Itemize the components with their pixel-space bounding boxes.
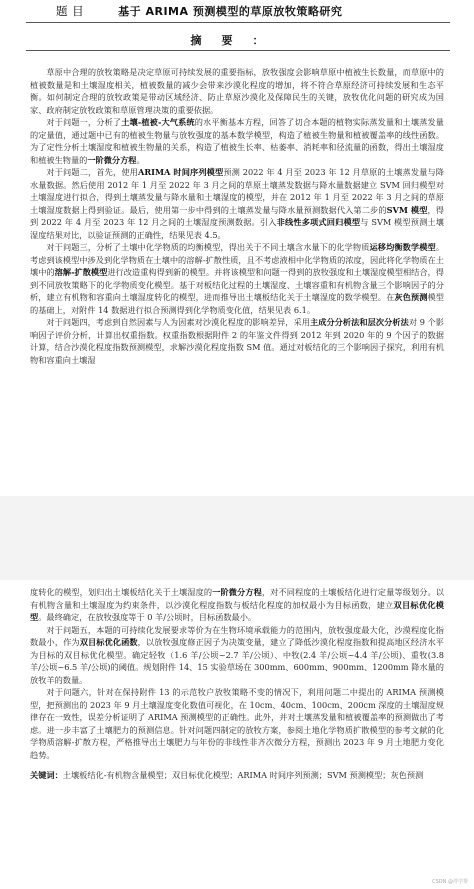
paragraph-q5: 对于问题五，本题的可持续化发展要求等价为在生物环境承载能力的范围内，放牧强度最大化，沙漠程度化指数最小，作为双目标优化函数，以放牧强度修正因子为决策变量，建立了降低沙漠化程度指数和提高地区经济水平为目标的双目标优化模型。确定轻牧（1.6 羊/公顷~2.7 羊/公顷）、中牧(2.4 羊/公顷~4.4 羊/公顷)、重牧(3.8 羊/公顷~6.5 羊/公顷)的阈值。规划附件 14、15 实验草场在 300mm、600mm、900mm、1200mm 降水量的放牧羊的数量。 [30,624,444,685]
keywords-label: 关键词： [30,770,63,780]
page-gap [0,496,474,580]
page-2 [0,580,474,889]
abstract-body-page1 [30,66,444,366]
paragraph-q3: 对于问题三，分析了土壤中化学物质的均衡模型，得出关于不同土壤含水量下的化学物质运移均衡数学模型。考虑到该模型中涉及到化学物质在土壤中的溶解-扩散性质，且不考虑液相中化学物质的浓度，因此将化学物质在土壤中的溶解-扩散模型进行改造重构得到新的模型。并将该模型和问题一得到的放牧强度和土壤湿度模型相结合，得到不同放牧策略下的化学物质变化模型。基于对板结化过程的土壤湿度、土壤容重和有机物含量三个影响因子的分析，建立有机物和容重向土壤湿度转化的模型，进而推导出土壤板结化关于土壤湿度的数学模型。在灰色预测模型的基础上，对附件 14 数据进行拟合预测得到化学物质变化值，结果见表 6.1。 [30,242,444,315]
abstract-body-page2 [30,586,444,782]
paper-title: 基于 ARIMA 预测模型的草原放牧策略研究 [118,5,343,18]
paragraph-q4-cont: 度转化的模型，划归出土壤板结化关于土壤湿度的一阶微分方程，对不同程度的土壤板结化进行定量等级划分。以有机物含量和土壤湿度为约束条件，以沙漠化程度指数与板结化程度的加权最小为目标函数，建立双目标优化模型。最终确定，在放牧强度等于 0 羊/公顷时，目标函数最小。 [30,587,444,622]
keywords [30,769,444,782]
paragraph-q6: 对于问题六，针对在保持附件 13 的示范牧户放牧策略不变的情况下，利用问题二中提出的 ARIMA 预测模型，把预测出的 2023 年 9 月土壤湿度变化数值可视化，在 10cm、40cm、100cm、200cm 深度的土壤湿度规律存在一致性，误差分析证明了 ARIMA 预测模型的正确性。此外，并对土壤蒸发量和植被覆盖率的预测做出了考虑。进一步丰富了土壤肥力的预测信息。针对问题四制定的放牧方案，参阅土地化学物质扩散模型的参考文献的化学物质溶解-扩散方程，严格推导出土壤肥力与年份的非线性非齐次微分方程，预测出 2023 年 9 月土地肥力变化趋势。 [30,687,444,760]
paragraph-q4: 对于问题四，考虑到自然因素与人为因素对沙漠化程度的影响差异，采用主成分分析法和层次分析法对 9 个影响因子评价分析，计算出权重指数。权重指数根据附件 2 的年鉴文件得到 2012 年到 2020 年的 9 个因子的数据计算，结合沙漠化程度指数预测模型，求解沙漠化程度指数 SM 值。通过对板结化的三个影响因子探究，利用有机物和容重向土壤湿 [30,317,444,365]
title-divider [26,22,450,23]
keywords-text: 土壤板结化-有机物含量模型；双目标优化模型；ARIMA 时间序列预测；SVM 预测模型；灰色预测 [62,770,424,780]
paragraph-q2: 对于问题二，首先，使用ARIMA 时间序列模型预测 2022 年 4 月至 2023 年 12 月草原的土壤蒸发量与降水量数据。然后使用 2012 年 1 月至 2022 年 3 月之间的草原土壤蒸发数据与降水量数据建立 SVM 回归模型对土壤湿度进行拟合，得到土壤蒸发量与降水量和土壤湿度的模型，并在 2012 年 1 月至 2022 年 3 月之间的草原土壤湿度数据上得到验证。最后，使用第一步中得到的土壤蒸发量与降水量预测数据代入第二步的SVM 模型，得到 2022 年 4 月至 2023 年 12 月之间的土壤湿度预测数据。引入非线性多项式回归模型与 SVM 模型预测土壤湿度结果对比，以验证预测的正确性，结果见表 4.5。 [30,167,444,240]
paragraph-intro: 草原中合理的放牧策略是决定草原可持续发展的重要指标，放牧强度会影响草原中植被生长数量，而草原中的植被数量是和土壤湿度相关，植被数量的减少会带来沙漠化程度的增加，将不符合草原经济可持续发展和生态平衡。如何制定合理的放牧政策是带动区域经济、防止草原沙漠化及保障民生的关键，放牧优化问题的研究成为国家、政府制定放牧政策和草原管理决策的重要依据。 [30,67,444,115]
watermark: CSDN @伴学帮 [432,879,468,885]
paragraph-q1: 对于问题一，分析了土壤-植被-大气系统的水平衡基本方程，回答了切合本题的植物实际蒸发量和土壤蒸发量的定量值，通过题中已有的植被生物量与放牧强度的基本数学模型，构造了植被生物量和植被覆盖率的线性函数。为了定性分析土壤湿度和植被生物量的关系，构造了植被生长率、枯萎率、消耗率和径流量的函数，得出土壤湿度和植被生物量的一阶微分方程。 [30,117,444,165]
abstract-divider [26,50,450,51]
title-row [56,3,342,19]
title-label: 题 目 [56,4,85,18]
abstract-heading: 摘要： [190,34,284,47]
